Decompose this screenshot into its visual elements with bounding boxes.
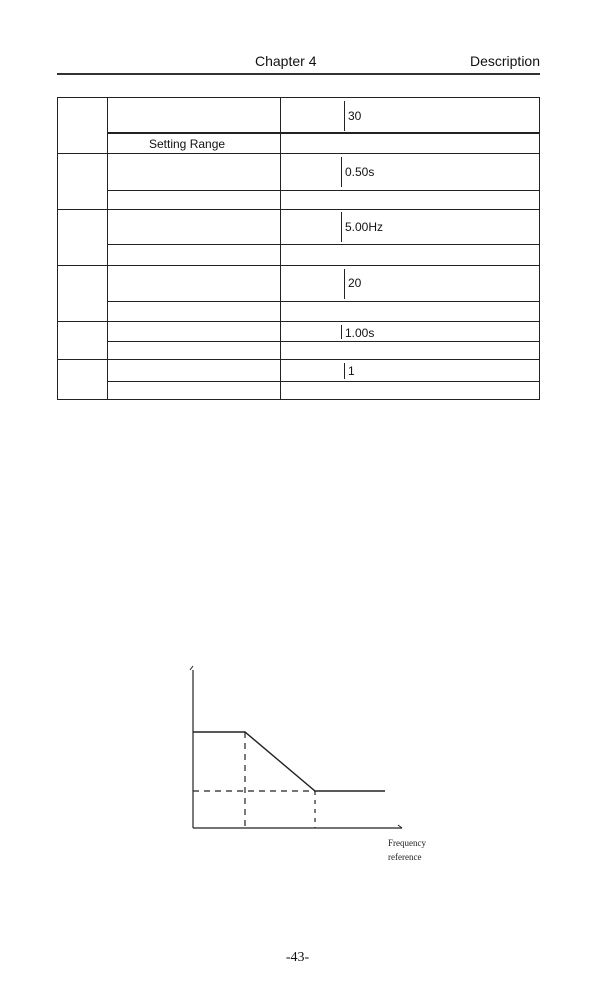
default-value: 1.00s (345, 326, 375, 340)
table-row-separator (107, 341, 540, 342)
default-value: 0.50s (345, 165, 375, 179)
chapter-title: Chapter 4 (255, 53, 317, 69)
default-value: 5.00Hz (345, 220, 384, 234)
page-header (57, 50, 540, 74)
table-group-separator (57, 209, 540, 210)
header-divider (57, 73, 540, 75)
value-marker (341, 157, 342, 187)
characteristic-curve (193, 732, 385, 791)
table-row-separator (107, 190, 540, 191)
table-column-separator (280, 97, 281, 400)
table-row-separator (107, 381, 540, 382)
table-border-top (57, 97, 540, 98)
page-number: -43- (285, 950, 310, 965)
table-column-separator (107, 97, 108, 400)
table-border-left (57, 97, 58, 400)
table-group-separator (57, 359, 540, 360)
table-row-separator (107, 132, 540, 134)
value-marker (344, 101, 345, 131)
frequency-characteristic-figure (180, 660, 440, 870)
value-marker (344, 269, 345, 299)
value-marker (344, 363, 345, 379)
table-row-separator (107, 244, 540, 245)
section-title: Description (469, 53, 540, 69)
setting-range-label: Setting Range (149, 137, 226, 151)
default-value: 20 (348, 276, 362, 290)
table-group-separator (57, 153, 540, 154)
value-marker (341, 325, 342, 339)
x-axis-label: reference (388, 852, 422, 862)
y-axis-arrow (190, 666, 193, 670)
value-marker (341, 212, 342, 242)
table-row-separator (107, 301, 540, 302)
table-border-bottom (57, 399, 540, 400)
default-value: 1 (348, 364, 355, 378)
default-value: 30 (348, 109, 362, 123)
x-axis-label: Frequency (388, 838, 426, 848)
parameter-table (57, 97, 540, 400)
table-border-right (539, 97, 540, 400)
table-group-separator (57, 321, 540, 322)
table-group-separator (57, 265, 540, 266)
